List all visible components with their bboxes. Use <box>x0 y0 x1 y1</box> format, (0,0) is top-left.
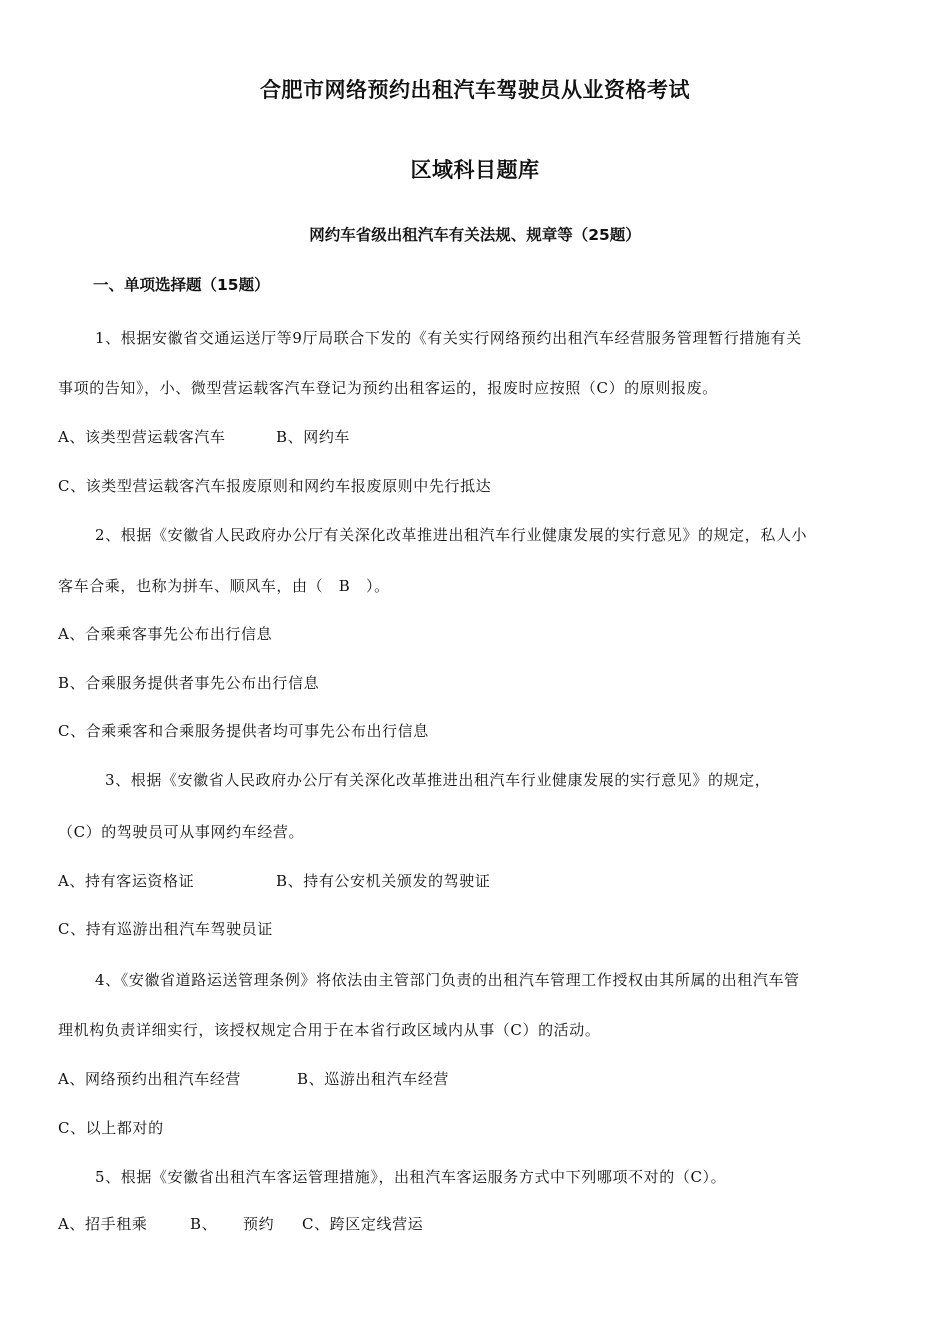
question-3-option-c: C、持有巡游出租汽车驾驶员证 <box>58 920 273 938</box>
question-2-option-b: B、合乘服务提供者事先公布出行信息 <box>58 674 320 692</box>
question-4-text-line-1: 4、《安徽省道路运送管理条例》将依法由主管部门负责的出租汽车管理工作授权由其所属的出租汽车管 <box>95 971 800 989</box>
question-3-option-b: B、持有公安机关颁发的驾驶证 <box>276 872 491 890</box>
question-5-option-a: A、招手租乘 <box>58 1215 148 1233</box>
question-1-option-a: A、该类型营运载客汽车 <box>58 428 226 446</box>
question-1-option-c: C、该类型营运载客汽车报废原则和网约车报废原则中先行抵达 <box>58 477 492 495</box>
question-2-text-line-1: 2、根据《安徽省人民政府办公厅有关深化改革推进出租汽车行业健康发展的实行意见》的规定，私人小 <box>95 526 808 544</box>
question-1-text-line-2: 事项的告知》，小、微型营运载客汽车登记为预约出租客运的，报废时应按照（C）的原则报废。 <box>58 379 718 397</box>
question-2-text-line-2: 客车合乘，也称为拼车、顺风车，由（ B ）。 <box>58 577 390 595</box>
question-4-option-c: C、以上都对的 <box>58 1119 164 1137</box>
question-2-option-c: C、合乘乘客和合乘服务提供者均可事先公布出行信息 <box>58 722 429 740</box>
question-1-text-line-1: 1、根据安徽省交通运送厅等9厅局联合下发的《有关实行网络预约出租汽车经营服务管理暂行措施有关 <box>95 329 802 347</box>
question-5-text-line-1: 5、根据《安徽省出租汽车客运管理措施》，出租汽车客运服务方式中下列哪项不对的（C）。 <box>95 1168 727 1186</box>
question-5-option-c: C、跨区定线营运 <box>302 1215 424 1233</box>
question-4-text-line-2: 理机构负责详细实行，该授权规定合用于在本省行政区域内从事（C）的活动。 <box>58 1021 601 1039</box>
question-2-option-a: A、合乘乘客事先公布出行信息 <box>58 625 273 643</box>
document-subtitle: 区域科目题库 <box>410 158 540 182</box>
question-3-text-line-1: 3、根据《安徽省人民政府办公厅有关深化改革推进出租汽车行业健康发展的实行意见》的规定， <box>105 771 771 789</box>
question-4-option-a: A、网络预约出租汽车经营 <box>58 1070 242 1088</box>
question-5-option-b-text: 预约 <box>243 1215 275 1233</box>
question-5-option-b: B、 <box>190 1215 218 1233</box>
document-title: 合肥市网络预约出租汽车驾驶员从业资格考试 <box>260 78 690 102</box>
question-4-option-b: B、巡游出租汽车经营 <box>297 1070 450 1088</box>
section-heading: 网约车省级出租汽车有关法规、规章等（25题） <box>309 226 641 244</box>
part-heading: 一、单项选择题（15题） <box>93 276 270 294</box>
question-3-text-line-2: （C）的驾驶员可从事网约车经营。 <box>58 823 305 841</box>
question-3-option-a: A、持有客运资格证 <box>58 872 195 890</box>
question-1-option-b: B、网约车 <box>276 428 351 446</box>
